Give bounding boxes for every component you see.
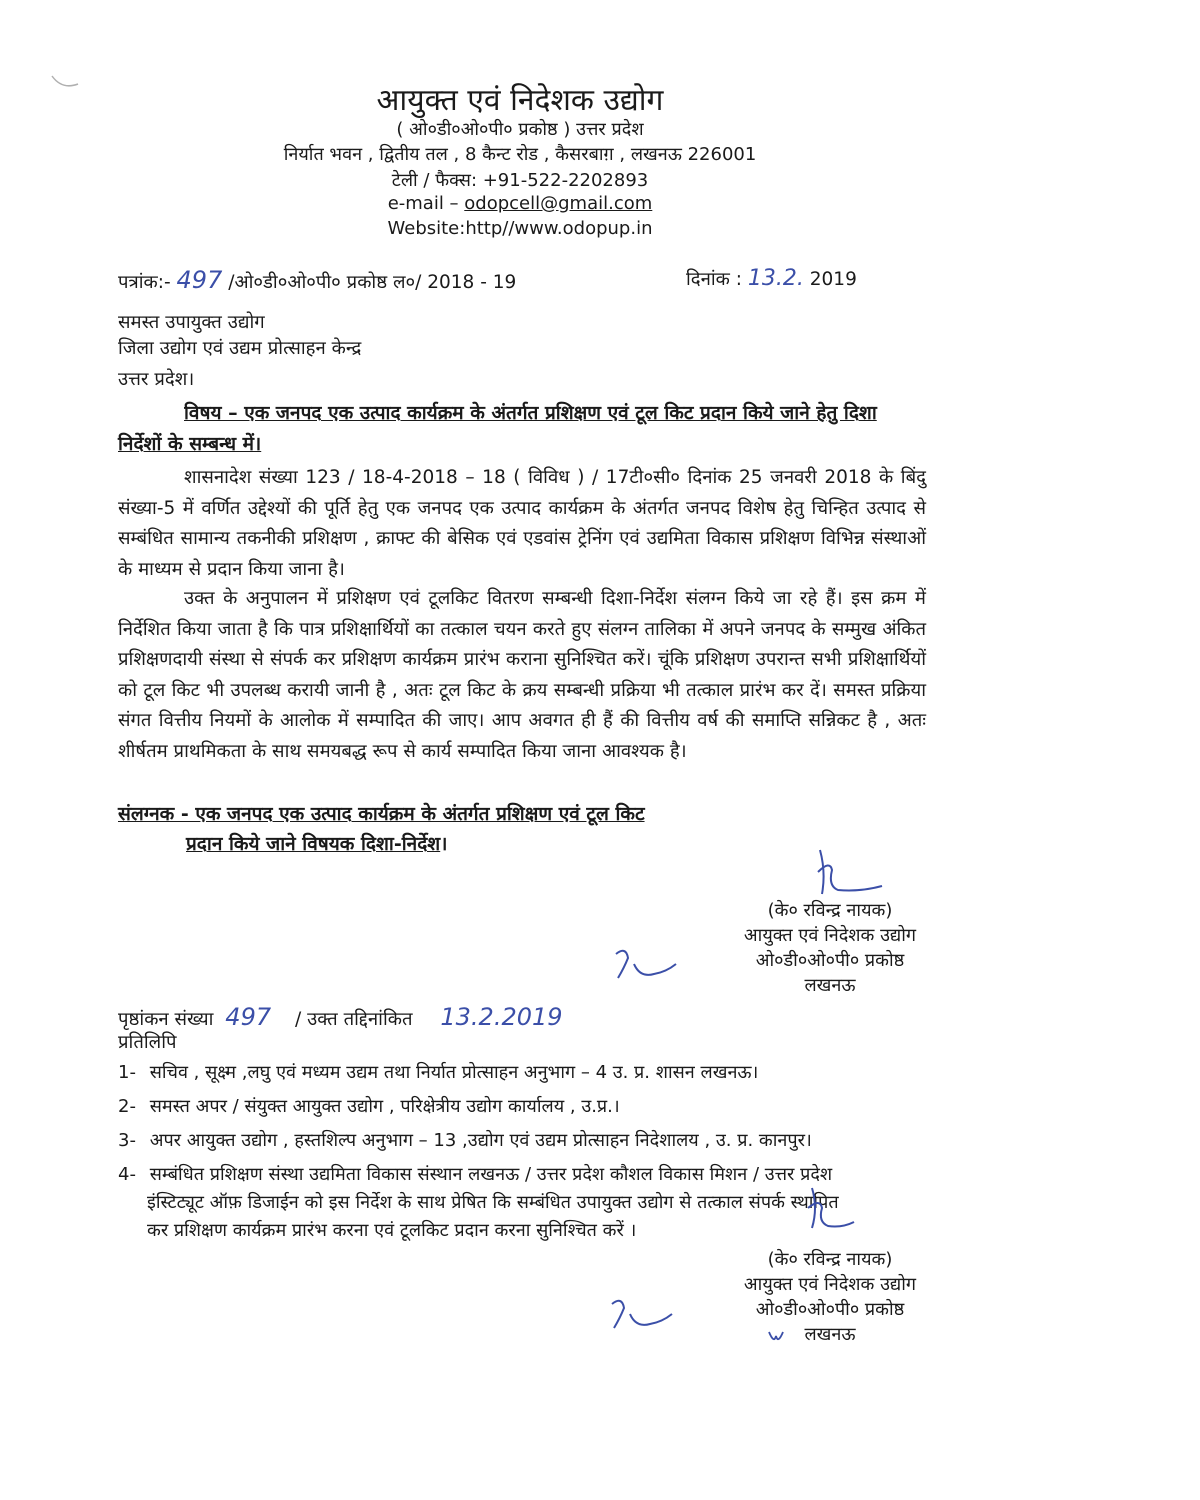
office-phone: टेली / फैक्स: +91-522-2202893 bbox=[391, 170, 649, 191]
copy-item-number: 2- bbox=[118, 1096, 136, 1117]
subject-line-1: विषय – एक जनपद एक उत्पाद कार्यक्रम के अंतर्गत प्रशिक्षण एवं टूल किट प्रदान किये जाने हेतु दिशा bbox=[184, 402, 877, 424]
signatory-office: ओ०डी०ओ०पी० प्रकोष्ठ bbox=[755, 1299, 905, 1320]
date-year: 2019 bbox=[809, 269, 857, 290]
signatory-block-1 bbox=[730, 898, 930, 998]
recipient-line-2: जिला उद्योग एवं उद्यम प्रोत्साहन केन्द्र bbox=[118, 338, 362, 359]
signatory-office: ओ०डी०ओ०पी० प्रकोष्ठ bbox=[755, 950, 905, 971]
office-subtitle: ( ओ०डी०ओ०पी० प्रकोष्ठ ) उत्तर प्रदेश bbox=[396, 119, 644, 140]
email-link[interactable]: odopcell@gmail.com bbox=[464, 193, 653, 214]
date-label: दिनांक : bbox=[686, 269, 742, 290]
office-email-line bbox=[0, 193, 1040, 214]
copy-item-number: 3- bbox=[118, 1130, 136, 1151]
signatory-city: लखनऊ bbox=[804, 1324, 856, 1345]
endorsement-dated-label: / उक्त तद्दिनांकित bbox=[295, 1009, 413, 1030]
signatory-city: लखनऊ bbox=[804, 975, 856, 996]
paragraph-2: उक्त के अनुपालन में प्रशिक्षण एवं टूलकिट वितरण सम्बन्धी दिशा-निर्देश संलग्न किये जा रहे हैं। इस क्रम में निर्देशित किया जाता है कि पात्र प्रशिक्षार्थियों का तत्काल चयन करते हुए संलग्न तालिका में अपने जनपद के सम्मुख अंकित प्रशिक्षणदायी संस्था से संपर्क कर प्रशिक्षण कार्यक्रम प्रारंभ कराना सुनिश्चित करें। चूंकि प्रशिक्षण उपरान्त सभी प्रशिक्षार्थियों को टूल किट भी उपलब्ध करायी जानी है , अतः टूल किट के क्रय सम्बन्धी प्रक्रिया भी तत्काल प्रारंभ कर दें। समस्त प्रक्रिया संगत वित्तीय नियमों के आलोक में सम्पादित की जाए। आप अवगत ही हैं की वित्तीय वर्ष की समाप्ति सन्निकट है , अतः शीर्षतम प्राथमिकता के साथ समयबद्ध रूप से कार्य सम्पादित किया जाना आवश्यक है। bbox=[118, 588, 926, 762]
recipient-line-3: उत्तर प्रदेश। bbox=[118, 369, 195, 390]
copy-item-text: सम्बंधित प्रशिक्षण संस्था उद्यमिता विकास संस्थान लखनऊ / उत्तर प्रदेश कौशल विकास मिशन / उत्तर प्रदेश bbox=[149, 1164, 833, 1185]
office-address: निर्यात भवन , द्वितीय तल , 8 कैन्ट रोड , कैसरबाग़ , लखनऊ 226001 bbox=[283, 144, 757, 165]
enclosure-line-2-end: । bbox=[440, 833, 448, 855]
copy-item-3 bbox=[118, 1128, 812, 1152]
copy-item-1 bbox=[118, 1060, 758, 1084]
enclosure-line-2-text: प्रदान किये जाने विषयक दिशा-निर्देश bbox=[186, 833, 441, 855]
signature-scribble-icon bbox=[808, 842, 888, 902]
date-line bbox=[686, 266, 857, 291]
copy-item-number: 1- bbox=[118, 1062, 136, 1083]
date-handwritten: 13.2. bbox=[747, 266, 804, 291]
endorsement-number-handwritten: 497 bbox=[225, 1003, 272, 1031]
initials-scribble-icon bbox=[610, 948, 680, 984]
subject-line-2: निर्देशों के सम्बन्ध में। bbox=[118, 433, 262, 455]
recipient-line-1: समस्त उपायुक्त उद्योग bbox=[118, 312, 265, 333]
signatory-designation: आयुक्त एवं निदेशक उद्योग bbox=[743, 1274, 917, 1295]
copy-item-text: समस्त अपर / संयुक्त आयुक्त उद्योग , परिक्षेत्रीय उद्योग कार्यालय , उ.प्र.। bbox=[149, 1096, 620, 1117]
endorsement-line bbox=[118, 1003, 563, 1031]
copy-item-4 bbox=[118, 1162, 832, 1186]
endorsement-label: पृष्ठांकन संख्या bbox=[118, 1009, 214, 1030]
copy-item-text: सचिव , सूक्ष्म ,लघु एवं मध्यम उद्यम तथा निर्यात प्रोत्साहन अनुभाग – 4 उ. प्र. शासन लखनऊ। bbox=[149, 1062, 759, 1083]
signatory-designation: आयुक्त एवं निदेशक उद्योग bbox=[743, 925, 917, 946]
reference-suffix: /ओ०डी०ओ०पी० प्रकोष्ठ ल०/ 2018 - 19 bbox=[228, 272, 517, 293]
paragraph-1: शासनादेश संख्या 123 / 18-4-2018 – 18 ( विविध ) / 17टी०सी० दिनांक 25 जनवरी 2018 के बिंदु संख्या-5 में वर्णित उद्देश्यों की पूर्ति हेतु एक जनपद एक उत्पाद कार्यक्रम के अंतर्गत जनपद विशेष हेतु चिन्हित उत्पाद से सम्बंधित सामान्य तकनीकी प्रशिक्षण , क्राफ्ट की बेसिक एवं एडवांस ट्रेनिंग एवं उद्यमिता विकास प्रशिक्षण विभिन्न संस्थाओं के माध्यम से प्रदान किया जाना है। bbox=[118, 467, 926, 580]
initials-scribble-icon bbox=[606, 1298, 676, 1334]
endorsement-date-handwritten: 13.2.2019 bbox=[440, 1003, 563, 1031]
signature-scribble-icon bbox=[798, 1182, 858, 1238]
copy-item-4-line-2: इंस्टिट्यूट ऑफ़ डिजाईन को इस निर्देश के साथ प्रेषित कि सम्बंधित उपायुक्त उद्योग से तत्काल संपर्क स्थापित bbox=[147, 1192, 839, 1213]
reference-line bbox=[118, 266, 516, 294]
reference-number-handwritten: 497 bbox=[176, 266, 223, 294]
office-title: आयुक्त एवं निदेशक उद्योग bbox=[376, 83, 664, 118]
signatory-name: (के० रविन्द्र नायक) bbox=[767, 900, 893, 921]
copy-label: प्रतिलिपि bbox=[118, 1032, 177, 1053]
signatory-block-2 bbox=[730, 1247, 930, 1347]
reference-label: पत्रांक:- bbox=[118, 272, 171, 293]
enclosure-line-2 bbox=[186, 830, 447, 856]
copy-item-2 bbox=[118, 1094, 620, 1118]
office-website[interactable]: Website:http//www.odopup.in bbox=[387, 218, 653, 239]
copy-item-4-line-3: कर प्रशिक्षण कार्यक्रम प्रारंभ करना एवं टूलकिट प्रदान करना सुनिश्चित करें । bbox=[147, 1220, 637, 1241]
copy-item-text: अपर आयुक्त उद्योग , हस्तशिल्प अनुभाग – 13 ,उद्योग एवं उद्यम प्रोत्साहन निदेशालय , उ. प्र. कानपुर। bbox=[149, 1130, 812, 1151]
signatory-name: (के० रविन्द्र नायक) bbox=[767, 1249, 893, 1270]
email-label: e-mail – bbox=[387, 193, 465, 214]
small-initial-icon bbox=[766, 1328, 786, 1346]
copy-item-number: 4- bbox=[118, 1164, 136, 1185]
enclosure-line-1: संलग्नक - एक जनपद एक उत्पाद कार्यक्रम के अंतर्गत प्रशिक्षण एवं टूल किट bbox=[118, 803, 645, 825]
